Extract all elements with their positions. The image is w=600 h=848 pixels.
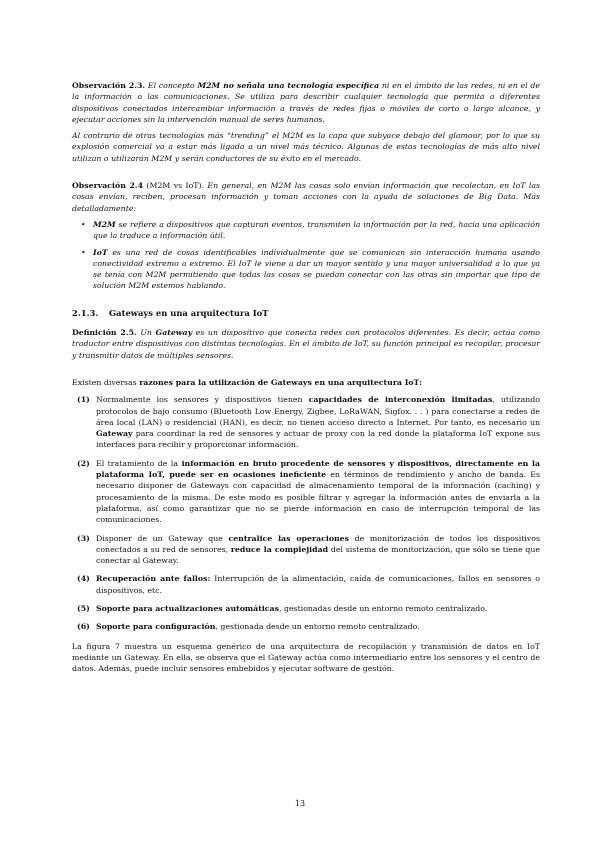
- observation-label-paren: (M2M vs IoT).: [146, 181, 205, 191]
- intro-text: Existen diversas: [72, 377, 137, 387]
- observation-2-3-paragraph-2: Al contrario de otras tecnologías más “trending” el M2M es la capa que subyace debajo del glamour, por lo que su explosión comercial va a estar más ligada a un nivel más técnico. Algunas de estas tecnologías de más alto nivel utilizan o utilizarán M2M y serán conductores de su éxito en el mercado.: [72, 131, 540, 163]
- definition-term: Gateway: [155, 328, 193, 338]
- item-number: (4): [77, 574, 90, 584]
- item-text: de monitorización de todos los dispositivos conectados a su red de sensores,: [96, 533, 540, 554]
- bullet-text: es una red de cosas identificables individualmente que se comunican sin interacción humana usando conectividad extremo a extremo. El IoT le viene a dar un mayor sentido y una mayor universalidad a lo que ya se tenía con M2M permitiendo que todas las cosas se puedan conectar con las otras sin importar que tipo de solución M2M estemos hablando.: [93, 247, 540, 291]
- definition-2-5-paragraph: [72, 327, 540, 361]
- observation-text: En general, en M2M las cosas solo envían información que recolectan, en IoT las cosas envían, reciben, procesan información y toman acciones con la ayuda de soluciones de Big Data. Más detalladamente:: [72, 181, 540, 213]
- item-number: (6): [77, 622, 90, 632]
- bullet-marker: •: [81, 219, 86, 229]
- bullet-term: M2M: [93, 219, 116, 229]
- item-text: del sistema de monitorización, que sólo se tiene que conectar al Gateway.: [96, 544, 540, 566]
- section-title: Gateways en una arquitectura IoT: [109, 307, 269, 318]
- closing-paragraph: La figura 7 muestra un esquema genérico de una arquitectura de recopilación y transmisión de datos en IoT mediante un Gateway. En ella, se observa que el Gateway actúa como intermediario entre los sensores y el centro de datos. Además, puede incluir sensores embebidos y ejecutar software de gestión.: [72, 641, 540, 674]
- list-item: [72, 394, 540, 450]
- intro-emphasis: razones para la utilización de Gateways en una arquitectura IoT:: [139, 377, 422, 387]
- observation-text: ni en el ámbito de las redes, ni en el de la información o las comunicaciones. Se utiliza para describir cualquier tecnología que permita a diferentes dispositivos conectados intercambiar información a través de redes fijas o móviles de corto o largo alcance, y ejecutar acciones sin la intervención manual de seres humanos.: [72, 81, 540, 124]
- reasons-list: [72, 394, 540, 632]
- definition-text: Un: [140, 328, 152, 338]
- item-text: El tratamiento de la: [96, 458, 179, 468]
- item-number: (5): [77, 603, 90, 613]
- item-text: Interrupción de la alimentación, caída de comunicaciones, fallos en sensores o dispositivos, etc.: [96, 574, 540, 595]
- definition-label: Definición 2.5.: [72, 328, 137, 338]
- item-text: , gestionada desde un entorno remoto centralizado.: [215, 622, 420, 632]
- list-item: [72, 573, 540, 596]
- section-heading: [72, 308, 540, 319]
- list-item: [72, 621, 540, 632]
- list-item: [72, 603, 540, 614]
- observation-bullet-list: [72, 219, 540, 292]
- item-text: Disponer de un Gateway que: [96, 533, 223, 543]
- item-emphasis: capacidades de interconexión limitadas: [308, 395, 493, 405]
- definition-text: es un dispositivo que conecta redes con protocolos diferentes. Es decir, actúa como traductor entre dispositivos con distintas tecnologías. En el ámbito de IoT, su función principal es recopilar, procesar y transmitir datos de múltiples sensores.: [72, 328, 541, 360]
- list-item: [72, 533, 540, 567]
- bullet-marker: •: [81, 247, 86, 257]
- item-emphasis: centralice las operaciones: [228, 533, 350, 543]
- item-text: Normalmente los sensores y dispositivos tienen: [96, 395, 303, 405]
- item-text: , gestionadas desde un entorno remoto centralizado.: [279, 603, 488, 613]
- item-emphasis: Recuperación ante fallos:: [96, 574, 211, 584]
- section-number: 2.1.3.: [72, 307, 99, 318]
- bullet-text: se refiere a dispositivos que capturan eventos, transmiten la información por la red, hacia una aplicación que la traduce a información útil.: [93, 219, 541, 241]
- item-text: para coordinar la red de sensores y actuar de proxy con la red donde la plataforma IoT expone sus interfaces para recibir y proporcionar información.: [96, 429, 541, 450]
- observation-text: El concepto: [147, 81, 195, 90]
- reasons-intro: [72, 377, 540, 388]
- item-number: (2): [77, 458, 90, 468]
- item-emphasis: información en bruto procedente de sensores y dispositivos, directamente en la plataforma IoT, puede ser en ocasiones ineficiente: [96, 458, 540, 480]
- item-emphasis: Soporte para actualizaciones automáticas: [96, 603, 279, 613]
- observation-label: Observación 2.4: [72, 181, 144, 191]
- observation-2-4-paragraph: [72, 180, 540, 214]
- page-number: 13: [294, 799, 306, 808]
- list-item: [72, 247, 540, 292]
- item-emphasis: reduce la complejidad: [230, 544, 329, 554]
- list-item: [72, 219, 540, 242]
- bullet-term: IoT: [93, 247, 108, 257]
- item-text: en términos de rendimiento y ancho de banda. Es necesario disponer de Gateways con capacidad de almacenamiento temporal de la información (caching) y procesamiento de la misma. De este modo es posible filtrar y agregar la información antes de enviarla a la plataforma, así como garantizar que no se pierde información en caso de interrupción temporal de las comunicaciones.: [96, 470, 540, 525]
- observation-2-3-paragraph: [72, 80, 540, 125]
- item-number: (3): [77, 533, 90, 543]
- list-item: [72, 458, 540, 526]
- observation-emphasis: M2M no señala una tecnología específica: [197, 81, 380, 90]
- page-content: [72, 80, 540, 674]
- observation-label: Observación 2.3.: [72, 81, 146, 90]
- item-number: (1): [77, 395, 90, 405]
- item-emphasis: Gateway: [96, 429, 133, 439]
- item-emphasis: Soporte para configuración: [96, 622, 216, 632]
- item-text: , utilizando protocolos de bajo consumo (Bluetooth Low Energy, Zigbee, LoRaWAN, Sigfox. . . ) para conectarse a redes de área local (LAN) o residencial (HAN), es decir, no tienen acceso directo a Internet. Por tanto, es necesario un: [96, 395, 540, 427]
